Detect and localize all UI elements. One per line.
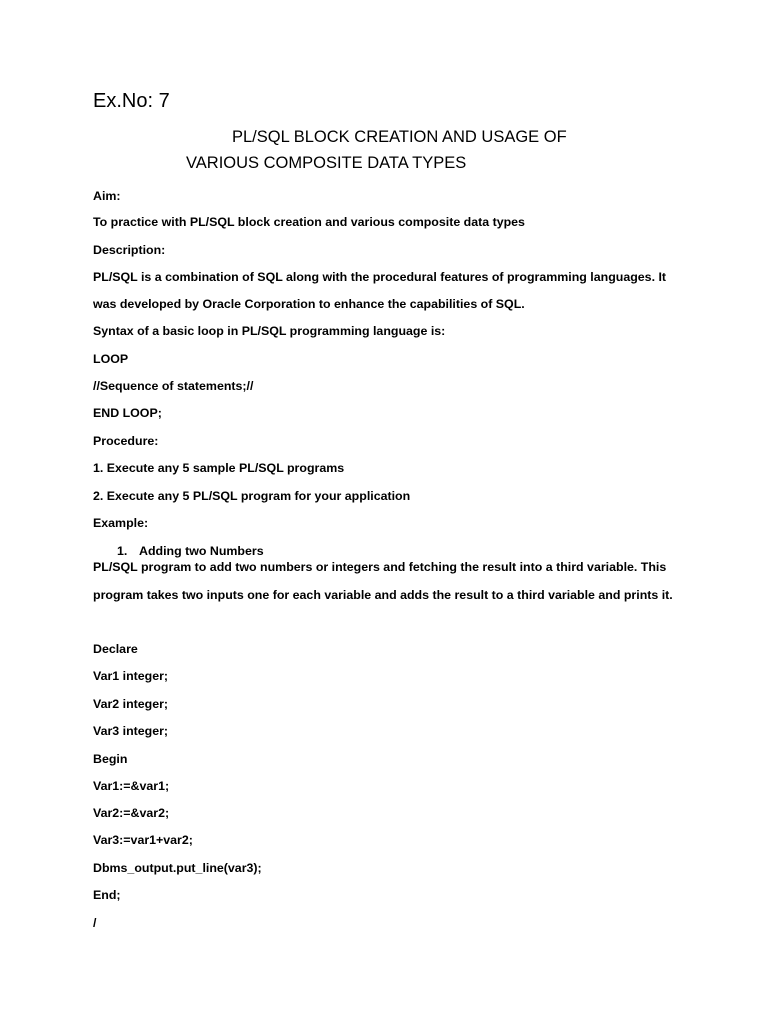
aim-heading: Aim: — [93, 189, 121, 203]
loop-end: END LOOP; — [93, 406, 162, 420]
code-line: End; — [93, 888, 121, 902]
loop-start: LOOP — [93, 352, 129, 366]
description-line-2: was developed by Oracle Corporation to enhance the capabilities of SQL. — [93, 297, 525, 311]
code-line: Var3:=var1+var2; — [93, 833, 193, 847]
code-line: Var1:=&var1; — [93, 779, 170, 793]
page-title-line-2: VARIOUS COMPOSITE DATA TYPES — [186, 154, 467, 172]
code-line: Var2 integer; — [93, 697, 169, 711]
code-line: Var3 integer; — [93, 724, 169, 738]
example-desc-line-2: program takes two inputs one for each variable and adds the result to a third variable and prints it. — [93, 588, 673, 602]
loop-body: //Sequence of statements;// — [93, 379, 254, 393]
procedure-step-1: 1. Execute any 5 sample PL/SQL programs — [93, 461, 345, 475]
code-line: Var2:=&var2; — [93, 806, 170, 820]
procedure-heading: Procedure: — [93, 434, 159, 448]
aim-text: To practice with PL/SQL block creation and various composite data types — [93, 215, 525, 229]
code-line: Begin — [93, 752, 128, 766]
example-item-number: 1. — [117, 544, 128, 558]
description-line-1: PL/SQL is a combination of SQL along with the procedural features of programming languages. It — [93, 270, 667, 284]
code-line: Declare — [93, 642, 138, 656]
example-desc-line-1: PL/SQL program to add two numbers or integers and fetching the result into a third variable. This — [93, 560, 667, 574]
code-line: / — [93, 916, 97, 930]
code-line: Var1 integer; — [93, 669, 169, 683]
syntax-intro: Syntax of a basic loop in PL/SQL programming language is: — [93, 324, 446, 338]
page-title-line-1: PL/SQL BLOCK CREATION AND USAGE OF — [232, 128, 567, 146]
example-heading: Example: — [93, 516, 149, 530]
example-item-title: Adding two Numbers — [139, 544, 264, 558]
code-line: Dbms_output.put_line(var3); — [93, 861, 262, 875]
procedure-step-2: 2. Execute any 5 PL/SQL program for your application — [93, 489, 411, 503]
exercise-number: Ex.No: 7 — [93, 90, 170, 112]
description-heading: Description: — [93, 243, 166, 257]
